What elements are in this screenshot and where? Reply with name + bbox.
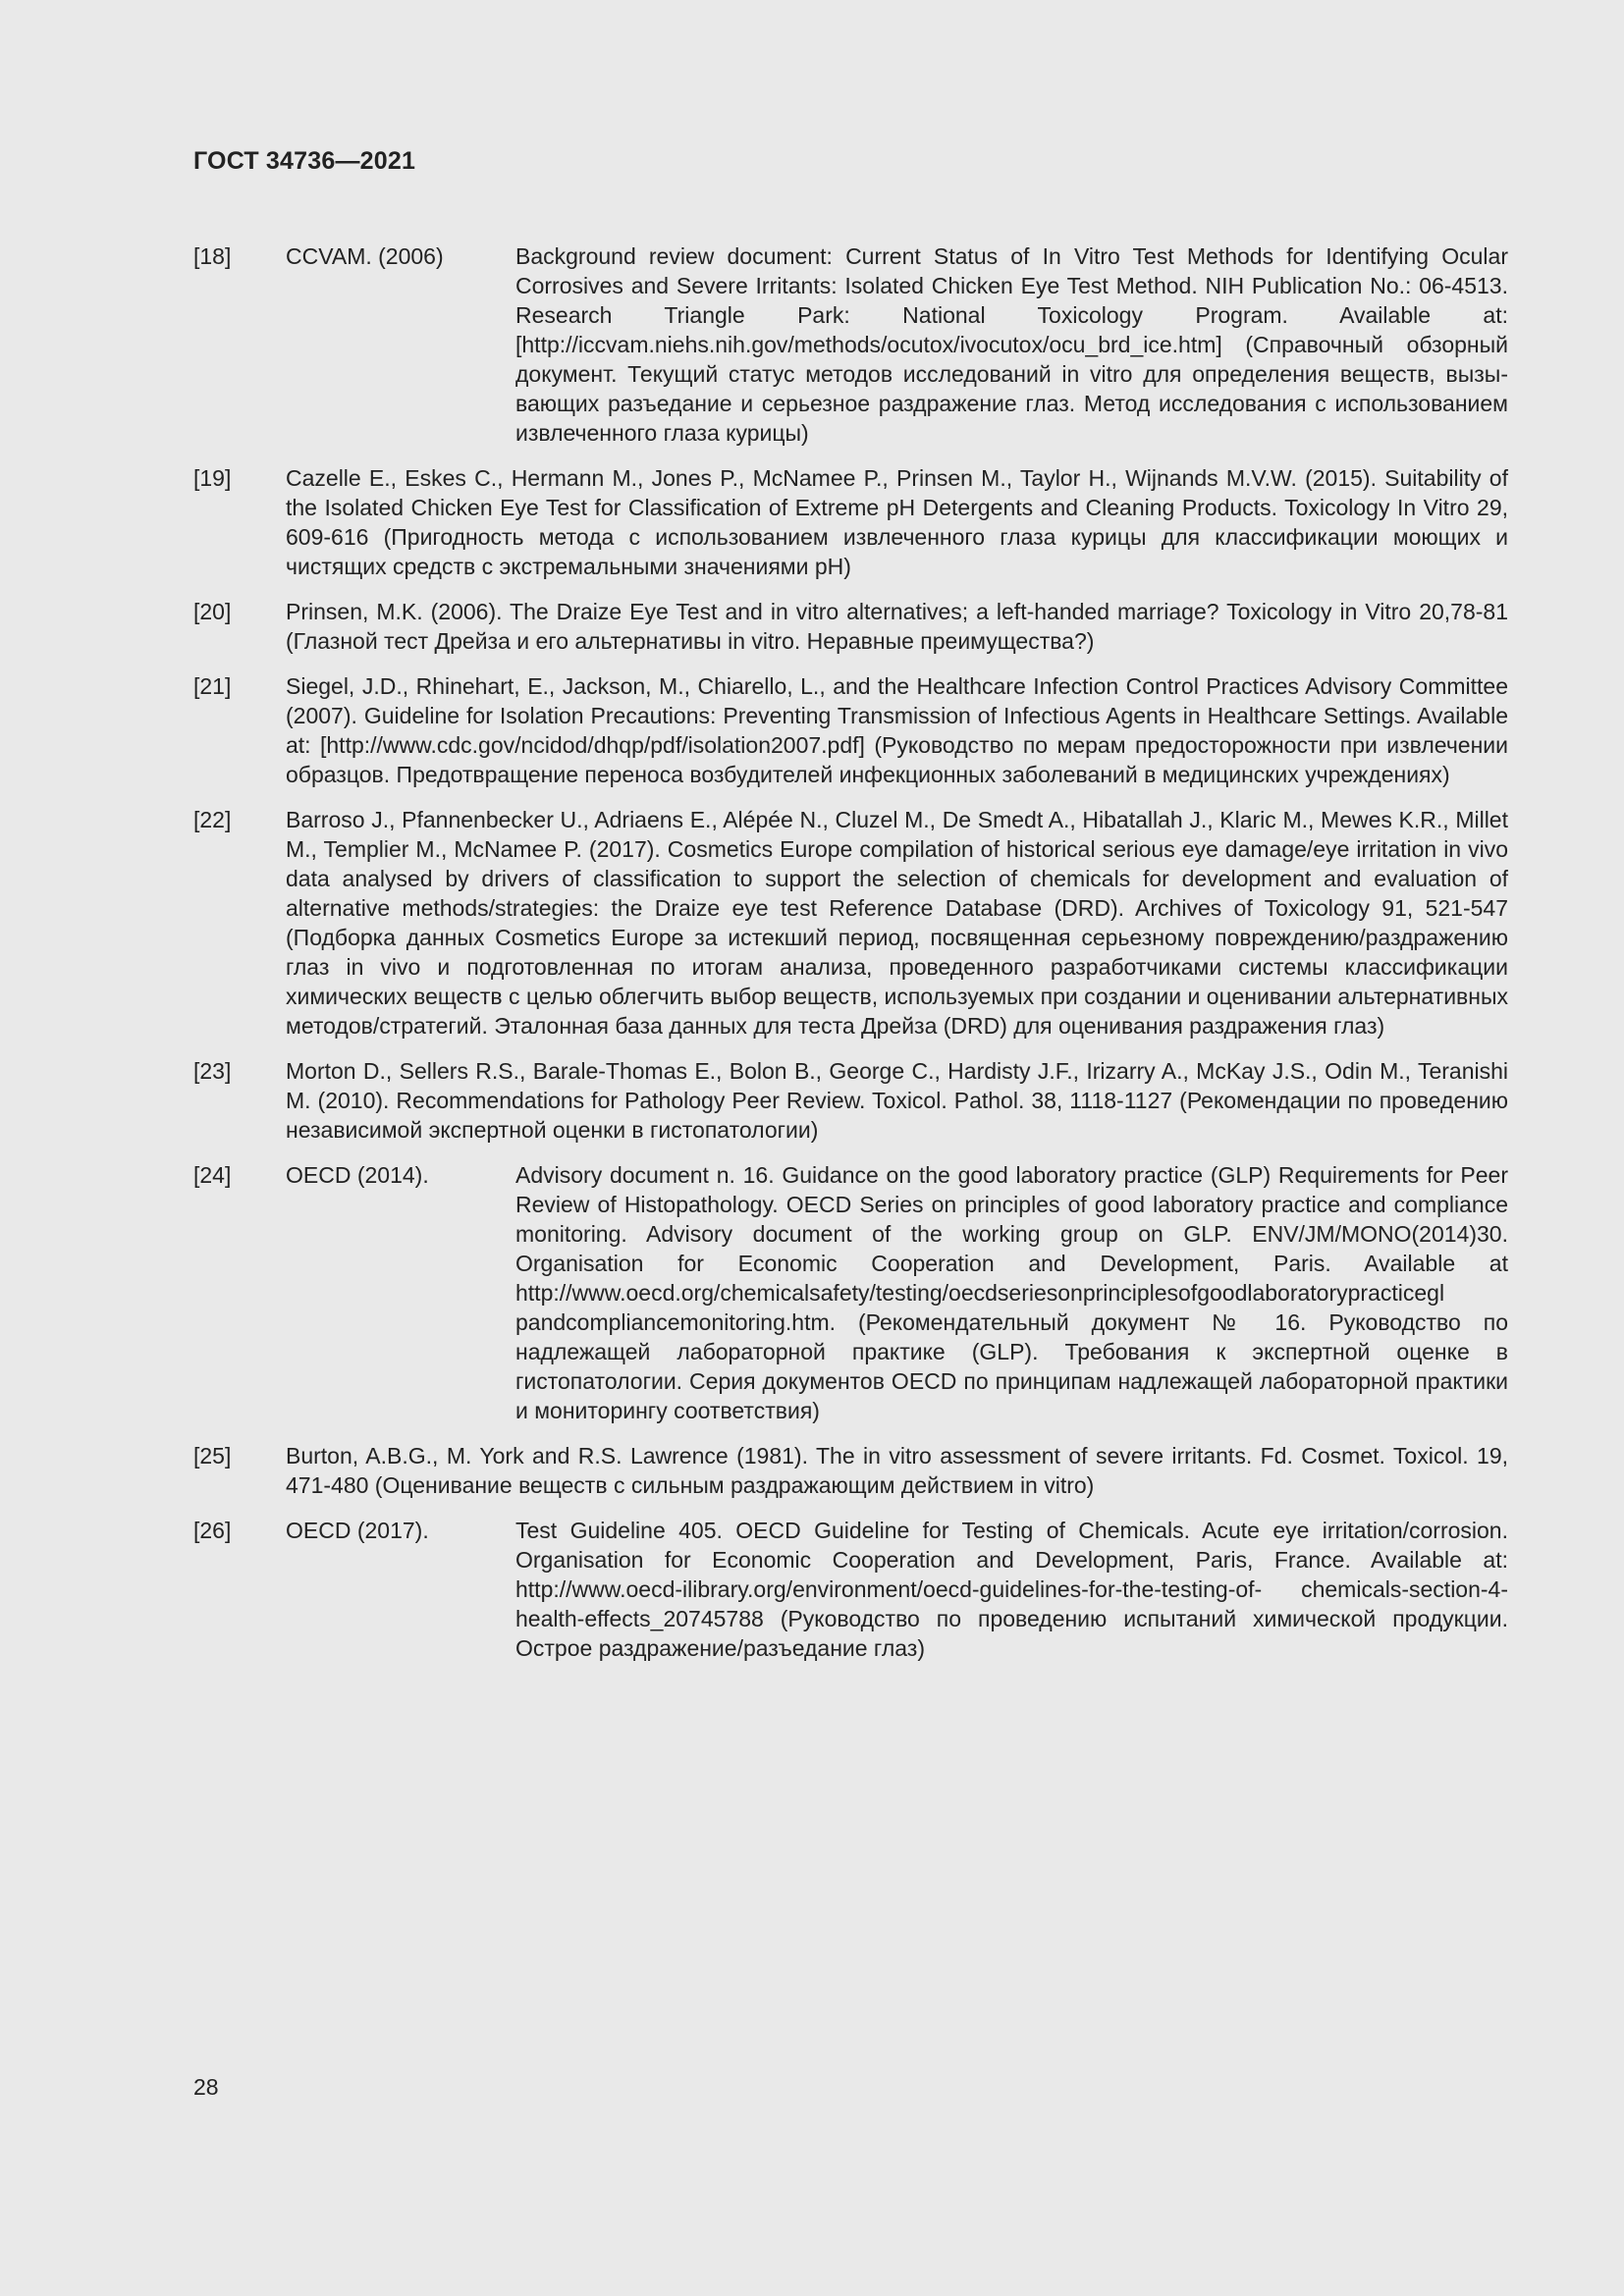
reference-text: Siegel, J.D., Rhinehart, E., Jackson, M., Chiarello, L., and the Healthcare Infection Control Practices Advisory Committee (2007). Guideline for Isolation Precautions: Preventing Transmission of Infectious Agents in Healthcare Settings. Available at: [http://www.cdc.gov/ncidod/dhqp/pdf/isolation2007.pdf] (Руководство по мерам предосторожности при извлечении образцов. Предотвращение переноса возбудителей инфекционных заболеваний в медицинских учреждениях) xyxy=(286,673,1508,787)
reference-number: [21] xyxy=(193,673,232,699)
reference-text: Prinsen, M.K. (2006). The Draize Eye Test and in vitro alternatives; a left-handed marriage? Toxicology in Vitro 20,78-81 (Глазной тест Дрейза и его альтернативы in vitro. Неравные преимущества?) xyxy=(286,599,1508,654)
reference-number: [23] xyxy=(193,1058,232,1084)
reference-number: [26] xyxy=(193,1518,232,1543)
reference-number: [20] xyxy=(193,599,232,624)
reference-item xyxy=(193,1056,1508,1145)
document-header: ГОСТ 34736—2021 xyxy=(193,147,416,175)
reference-number: [19] xyxy=(193,465,232,491)
reference-author: OECD (2017). xyxy=(286,1518,429,1543)
reference-item xyxy=(193,597,1508,656)
reference-text: Test Guideline 405. OECD Guideline for Testing of Chemicals. Acute eye irritation/corrosion. Organisation for Economic Cooperation and Development, Paris, France. Available at: http://www.oecd-ilibrary.org/environment/oecd-guidelines-for-the-testing-of- chemicals-section-4-health-effects_20745788 (Руководство по проведению испытаний химической продукции. Острое раздражение/разъедание глаз) xyxy=(515,1518,1508,1661)
reference-text: Barroso J., Pfannenbecker U., Adriaens E., Alépée N., Cluzel M., De Smedt A., Hibatallah J., Klaric M., Mewes K.R., Millet M., Templier M., McNamee P. (2017). Cosmetics Europe compilation of historical serious eye damage/eye irritation in vivo data analysed by drivers of classification to support the selection of chemicals for development and evaluation of alternative methods/strategies: the Draize eye test Reference Database (DRD). Archives of Toxicology 91, 521-547 (Подборка данных Cosmetics Europe за истекший период, посвященная серьезному повреждению/раздражению глаз in vivo и подготовленная по итогам анализа, проведенного разработчиками системы классификации химических веществ с целью облегчить выбор веществ, используемых при создании и оценивании альтернативных методов/стратегий. Эталонная база данных для теста Дрейза (DRD) для оценивания раздражения глаз) xyxy=(286,807,1508,1039)
reference-item xyxy=(193,463,1508,581)
reference-list xyxy=(193,241,1508,1679)
reference-item xyxy=(193,1160,1508,1425)
reference-text: Burton, A.B.G., M. York and R.S. Lawrence (1981). The in vitro assessment of severe irritants. Fd. Cosmet. Toxicol. 19, 471-480 (Оценивание веществ с сильным раздражающим действием in vitro) xyxy=(286,1443,1508,1498)
reference-number: [24] xyxy=(193,1162,232,1188)
reference-item xyxy=(193,805,1508,1041)
reference-number: [22] xyxy=(193,807,232,832)
reference-author: CCVAM. (2006) xyxy=(286,243,444,269)
reference-item xyxy=(193,671,1508,789)
reference-text: Background review document: Current Status of In Vitro Test Methods for Identifying Ocular Corrosives and Severe Irritants: Isolated Chicken Eye Test Method. NIH Publication No.: 06-4513. Research Triangle Park: National Toxicology Program. Available at: [http://iccvam.niehs.nih.gov/methods/ocutox/ivocutox/ocu_brd_ice.htm] (Справочный обзорный документ. Текущий статус методов исследований in vitro для определения веществ, вызывающих разъедание и серьезное раздражение глаз. Метод исследования с использованием извлеченного глаза курицы) xyxy=(515,243,1508,446)
reference-text: Cazelle E., Eskes C., Hermann M., Jones P., McNamee P., Prinsen M., Taylor H., Wijnands M.V.W. (2015). Suitability of the Isolated Chicken Eye Test for Classification of Extreme pH Detergents and Cleaning Products. Toxicology In Vitro 29, 609-616 (Пригодность метода с использованием извлеченного глаза курицы для классификации моющих и чистящих средств с экстремальными значениями pH) xyxy=(286,465,1508,579)
reference-number: [25] xyxy=(193,1443,232,1468)
reference-number: [18] xyxy=(193,243,232,269)
page-number: 28 xyxy=(193,2074,219,2100)
reference-item xyxy=(193,1441,1508,1500)
reference-text: Morton D., Sellers R.S., Barale-Thomas E., Bolon B., George C., Hardisty J.F., Irizarry A., McKay J.S., Odin M., Teranishi M. (2010). Recommendations for Pathology Peer Review. Toxicol. Pathol. 38, 1118-1127 (Рекомендации по проведению независимой экспертной оценки в гистопатологии) xyxy=(286,1058,1508,1143)
reference-item xyxy=(193,1516,1508,1663)
reference-item xyxy=(193,241,1508,448)
reference-text: Advisory document n. 16. Guidance on the good laboratory practice (GLP) Requirements for Peer Review of Histopathology. OECD Series on principles of good laboratory practice and compliance monitoring. Advisory document of the working group on GLP. ENV/JM/MONO(2014)30. Organisation for Economic Cooperation and Development, Paris. Available at http://www.oecd.org/chemicalsafety/testing/oecdseriesonprinciplesofgoodlaboratorypracticegl pandcompliancemonitoring.htm. (Рекомендательный документ № 16. Руководство по надлежащей лабораторной практике (GLP). Требования к экспертной оценке в гистопатологии. Серия документов OECD по принципам надлежащей лабораторной практики и мониторингу соответствия) xyxy=(515,1162,1508,1423)
reference-author: OECD (2014). xyxy=(286,1162,429,1188)
